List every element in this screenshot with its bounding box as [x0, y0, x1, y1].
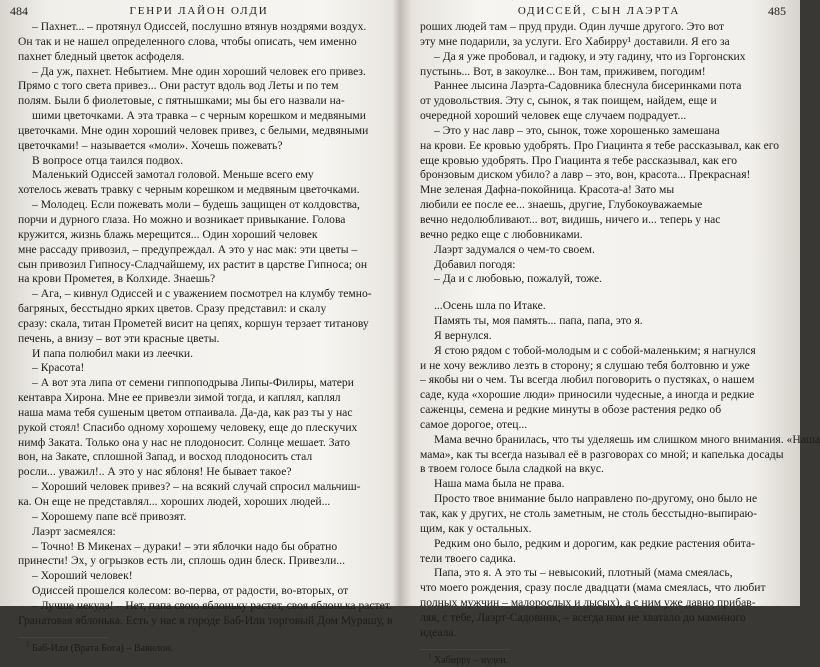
- text-line: любили ее после ее... знаешь, другие, Глубокоуважаемые: [420, 198, 703, 212]
- footnote-rule: [18, 637, 108, 638]
- text-line: Редким оно было, редким и дорогим, как редкие растения обита-: [434, 536, 756, 550]
- text-line: саде, куда «хорошие люди» приносили чудесные, а иногда и редкие: [420, 388, 755, 402]
- text-line: шими цветочками. А эта травка – с черным корешком и медвяными: [32, 109, 366, 123]
- left-running-head: ГЕНРИ ЛАЙОН ОЛДИ: [129, 5, 269, 17]
- footnote-text: Хабирру – иудеи.: [431, 654, 509, 666]
- text-line: Мама вечно бранилась, что ты уделяешь им слишком много внимания. «Наша: [434, 432, 820, 446]
- text-line: Просто твое внимание было направлено по-другому, оно было не: [434, 492, 758, 506]
- text-line: – Пахнет... – протянул Одиссей, послушно втянув ноздрями воздух.: [32, 20, 367, 33]
- text-line: Одиссей прошелся колесом: во-перва, от радости, во-вторых, от: [32, 584, 349, 598]
- text-line: полям. Были б фиолетовые, с пятнышками; мы бы его назвали на-: [18, 94, 345, 108]
- text-line: багряных, бесстыдно ярких цветов. Сразу представил: и скалу: [18, 302, 327, 316]
- text-line: пустынь... Вот, в закоулке... Вон там, приживем, погодим!: [420, 64, 706, 78]
- text-line: – Да уж, пахнет. Небытием. Мне один хороший человек его привез.: [32, 64, 366, 78]
- text-line: – Лучше некуда! – Нет, папа свою яблоньку растет, своя яблонька растет.: [32, 598, 392, 612]
- text-line: И папа полюбил маки из леечки.: [32, 346, 193, 360]
- text-line: росли... уважил!.. А это у нас яблоня! Не бывает такое?: [18, 465, 292, 479]
- text-line: цветочками! – называется «моли». Хочешь пожевать?: [18, 138, 283, 152]
- text-line: – Красота!: [32, 361, 85, 375]
- text-line: сразу: скала, титан Прометей висит на цепях, коршун терзает титанову: [18, 316, 369, 330]
- text-line: тели твоего садика.: [420, 551, 516, 565]
- text-line: мама», как ты всегда называл её в разговорах со мной; и капелька досады: [420, 447, 784, 461]
- text-line: кентавра Хирона. Мне ее привезли зимой тогда, и каплял, каплял: [18, 391, 341, 405]
- right-page: [404, 0, 820, 666]
- footnote-mark: 1: [428, 652, 432, 661]
- left-page-header: [6, 4, 392, 20]
- text-line: наша мама тебя сушеным цветом отпаивала. Да-да, как раз ты у нас: [18, 405, 353, 419]
- right-page-text: [420, 20, 820, 667]
- text-line: идеала.: [420, 625, 457, 639]
- text-line: вон, на Закате, сплошной Запад, и восход плодоносить стал: [18, 450, 313, 464]
- text-line: еще кровью удобрять. Про Гиацинта я тебе рассказывал, как его: [420, 153, 738, 167]
- text-line: Гранатовая яблонька. Есть у нас в городе Баб-Или торговый Дом Мурашу, в: [18, 613, 393, 627]
- text-line: – Это у нас лавр – это, сынок, тоже хорошенько замешана: [434, 123, 720, 137]
- text-line: хотелось жевать травку с черным корешком и медвяным цветочками.: [18, 183, 360, 197]
- text-line: эту мне подарили, за услуги. Его Хабирру¹ доставили. Я его за: [420, 34, 730, 48]
- text-line: кружится, жизнь блажь мерещится... Один хороший человек: [18, 227, 318, 241]
- text-line: Маленький Одиссей замотал головой. Меньше всего ему: [32, 168, 314, 182]
- text-line: – А вот эта липа от семени гиппоподрыва Липы-Филиры, матери: [32, 376, 354, 390]
- text-line: Лаэрт засмеялся:: [32, 524, 116, 538]
- text-line: порчи и дурного глаза. Но можно и возникает привыкание. Голова: [18, 212, 346, 226]
- text-line: – Точно! В Микенах – дураки! – эти яблочки надо бы обратно: [32, 539, 338, 553]
- text-line: – якобы ни о чем. Ты всегда любил поговорить о пустяках, о нашем: [420, 373, 755, 387]
- text-line: саженцы, семена и редкие минуты в обозе растения редко об: [420, 403, 722, 417]
- text-line: на крови Прометея, в Колхиде. Знаешь?: [18, 272, 216, 286]
- text-line: – Хороший человек!: [32, 569, 133, 583]
- text-line: и не хочу вежливо лезть в сторону; я слушаю тебя болтовню и уже: [420, 358, 750, 372]
- text-line: мне рассаду привозил, – предупреждал. А это у нас мак: эти цветы –: [18, 242, 358, 256]
- text-line: что моего рождения, сразу после двадцати (мама смеялась, что любит: [420, 581, 766, 595]
- text-line: вечно редко еще с любовниками.: [420, 227, 583, 241]
- left-page: [6, 0, 393, 654]
- text-line: Наша мама была не права.: [434, 477, 565, 491]
- right-page-number: 485: [768, 4, 786, 18]
- text-line: самое дорогое, отец...: [420, 417, 528, 431]
- text-line: Раннее лысина Лаэрта-Садовника блеснула бисеринками пота: [434, 79, 742, 93]
- text-line: Он так и не нашел определенного слова, чтобы описать, чем именно: [18, 34, 357, 48]
- text-line: – Да я уже пробовал, и гадюку, и эту гадину, что из Горгонских: [434, 49, 746, 63]
- text-line: цветочками. Мне один хороший человек привез, с белыми, медвяными: [18, 123, 369, 137]
- footnote: [18, 642, 374, 655]
- text-line: печень, а внизу – вот эти красные цветы.: [18, 331, 220, 345]
- text-line: Мне зеленая Дафна-покойница. Красота-а! Зато мы: [420, 183, 675, 197]
- text-line: – Да и с любовью, пожалуй, тоже.: [434, 272, 603, 286]
- text-line: Прямо с того света привез... Они растут вдоль вод Леты и по тем: [18, 79, 339, 93]
- text-line: рукой стоял! Спасибо одному хорошему человеку, еще до плескучих: [18, 420, 358, 434]
- text-line: Папа, это я. А это ты – невысокий, плотный (мама смеялась,: [434, 566, 733, 580]
- text-line: сын привозил Гипносу-Сладчайшему, их растит в царстве Гипноса; он: [18, 257, 368, 271]
- left-page-number: 484: [10, 4, 28, 18]
- text-line: ...Осень шла по Итаке.: [434, 299, 546, 313]
- footnote: [420, 654, 774, 667]
- text-line: В вопросе отца таился подвох.: [32, 153, 184, 167]
- text-line: Память ты, моя память... папа, папа, это я.: [434, 314, 643, 328]
- text-line: нимф Заката. Только она у нас не плодоносит. Солнце мешает. Зато: [18, 435, 351, 449]
- text-line: Добавил погодя:: [434, 257, 516, 271]
- text-line: – Хорошему папе всё привозят.: [32, 509, 187, 523]
- text-line: от удовольствия. Эту с, сынок, я так поищем, найдем, еще и: [420, 94, 717, 108]
- text-line: – Ага, – кивнул Одиссей и с уважением посмотрел на клумбу темно-: [32, 287, 372, 301]
- text-line: бронзовым диском убило? а лавр – это, вон, красота... Прекрасная!: [420, 168, 751, 182]
- text-line: пахнет бледный цветок асфоделя.: [18, 49, 185, 63]
- text-line: ляя, с тебе, Лаэрт-Садовник, – всегда нам не хватало до маминого: [420, 610, 746, 624]
- text-line: Лаэрт задумался о чем-то своем.: [434, 242, 595, 256]
- text-line: Я вернулся.: [434, 328, 492, 342]
- text-line: – Молодец. Если пожевать моли – будешь защищен от колдовства,: [32, 198, 360, 212]
- text-line: – Хороший человек привез? – на всякий случай спросил мальчиш-: [32, 480, 361, 494]
- text-line: щим, как у остальных.: [420, 521, 532, 535]
- text-line: на крови. Ее кровью удобрять. Про Гиацинта я тебе рассказывал, как его: [420, 138, 780, 152]
- left-page-text: [18, 20, 393, 655]
- footnote-text: Баб-Или (Врата Бога) – Вавилон.: [29, 642, 173, 654]
- right-running-head: ОДИССЕЙ, СЫН ЛАЭРТА: [517, 5, 681, 17]
- text-line: очередной хороший человек еще случаем подрадует...: [420, 109, 687, 123]
- text-line: Я стою рядом с тобой-молодым и с собой-маленьким; я нагнулся: [434, 343, 756, 357]
- footnote-mark: 1: [26, 640, 30, 649]
- text-line: так, как у других, не столь заметным, не столь бесстыдно-выпираю-: [420, 507, 757, 520]
- section-break: [420, 287, 774, 299]
- text-line: ка. Он еще не представлял... хороших людей, хороших людей...: [18, 495, 331, 508]
- text-line: принести! Эх, у огрызков есть ли, сплошь один блеск. Привезли...: [18, 554, 345, 568]
- right-page-header: [404, 4, 794, 20]
- text-line: вечно недолюбливают... вот, видишь, ничего и... теперь у нас: [420, 212, 721, 226]
- text-line: в твоем голосе была сладкой на вкус.: [420, 462, 604, 476]
- text-line: роших людей там – пруд пруди. Один лучше другого. Это вот: [420, 20, 725, 33]
- text-line: полных мужчин – малорослых и лысых), а с ним уже давно прибав-: [420, 596, 756, 610]
- footnote-rule: [420, 649, 510, 650]
